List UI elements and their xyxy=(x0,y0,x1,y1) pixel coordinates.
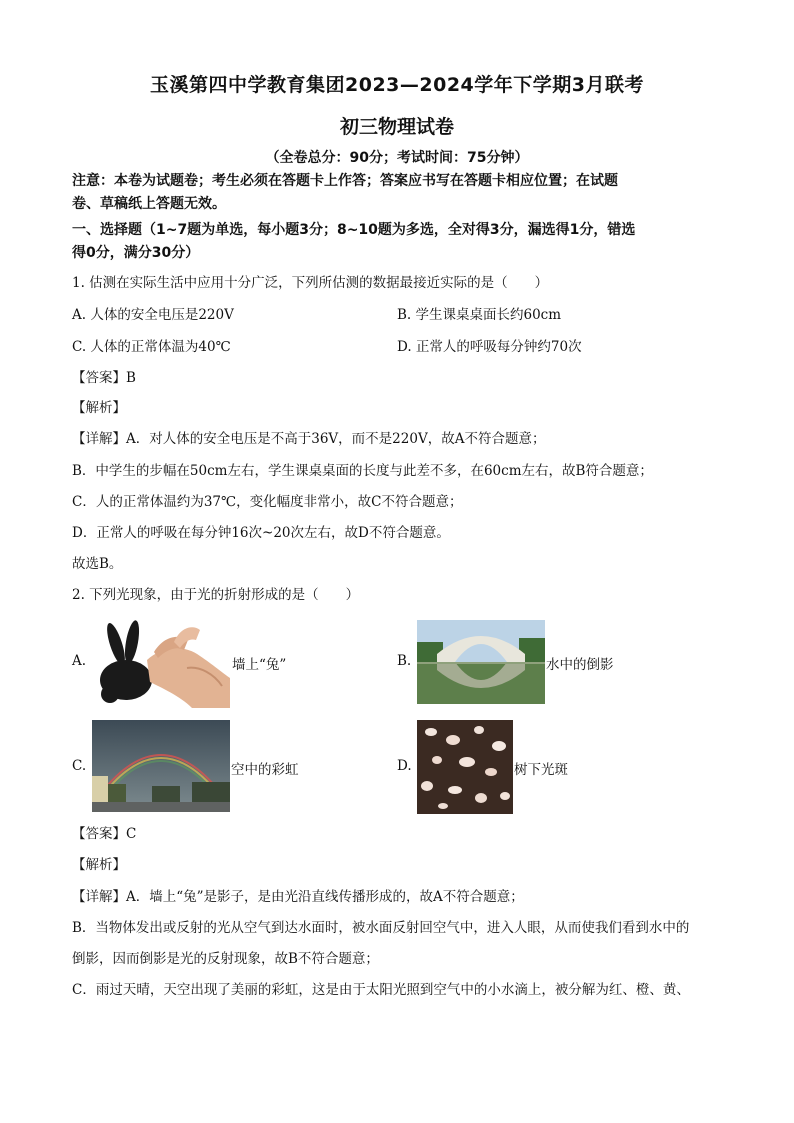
q1-analysis: 【解析】 xyxy=(72,400,126,416)
section-1-heading: 一、选择题（1~7题为单选，每小题3分；8~10题为多选，全对得3分，漏选得1分，错选 xyxy=(72,222,636,238)
q1-detail-line: 故选B。 xyxy=(72,556,123,572)
notice-line-2: 卷、草稿纸上答题无效。 xyxy=(72,196,226,212)
q2-option-d-caption: 树下光斑 xyxy=(514,762,568,778)
q2-detail-line: 【详解】A．墙上“兔”是影子，是由光沿直线传播形成的，故A不符合题意； xyxy=(72,889,524,905)
q1-option-b: B. 学生课桌桌面长约60cm xyxy=(397,307,562,323)
section-1-heading-cont: 得0分，满分30分） xyxy=(72,245,200,261)
q2-option-b-letter: B. xyxy=(397,653,412,669)
q2-answer: 【答案】C xyxy=(72,826,137,842)
notice-line-1: 注意：本卷为试题卷；考生必须在答题卡上作答；答案应书写在答题卡相应位置；在试题 xyxy=(72,173,618,189)
q1-stem: 1. 估测在实际生活中应用十分广泛，下列所估测的数据最接近实际的是（ ） xyxy=(72,275,549,291)
q2-analysis: 【解析】 xyxy=(72,857,126,873)
q2-option-a-letter: A. xyxy=(72,653,87,669)
q2-stem: 2. 下列光现象，由于光的折射形成的是（ ） xyxy=(72,587,360,603)
q2-option-c-caption: 空中的彩虹 xyxy=(231,762,299,778)
light-spots-image xyxy=(417,720,513,814)
q1-answer: 【答案】B xyxy=(72,370,136,386)
exam-info: （全卷总分：90分；考试时间：75分钟） xyxy=(265,150,529,166)
q2-option-a-caption: 墙上“兔” xyxy=(232,657,287,673)
q2-option-c-letter: C. xyxy=(72,758,87,774)
exam-subtitle: 初三物理试卷 xyxy=(339,116,454,138)
q1-option-a: A. 人体的安全电压是220V xyxy=(72,307,234,323)
q2-option-b-caption: 水中的倒影 xyxy=(546,657,614,673)
q1-detail-line: B．中学生的步幅在50cm左右，学生课桌桌面的长度与此差不多，在60cm左右，故B符合题意； xyxy=(72,463,653,479)
q1-option-c: C. 人体的正常体温为40℃ xyxy=(72,339,231,355)
q1-detail-line: C．人的正常体温约为37℃，变化幅度非常小，故C不符合题意； xyxy=(72,494,463,510)
rainbow-image xyxy=(92,720,230,812)
exam-title: 玉溪第四中学教育集团2023—2024学年下学期3月联考 xyxy=(150,74,644,96)
q2-detail-line: 倒影，因而倒影是光的反射现象，故B不符合题意； xyxy=(72,951,379,967)
q1-detail-line: 【详解】A．对人体的安全电压是不高于36V，而不是220V，故A不符合题意； xyxy=(72,431,546,447)
hand-shadow-rabbit-image xyxy=(92,616,230,708)
bridge-reflection-image xyxy=(417,620,545,704)
q1-detail-line: D．正常人的呼吸在每分钟16次~20次左右，故D不符合题意。 xyxy=(72,525,450,541)
q2-detail-line: C．雨过天晴，天空出现了美丽的彩虹，这是由于太阳光照到空气中的小水滴上，被分解为红、橙、黄、 xyxy=(72,982,690,998)
q2-option-d-letter: D. xyxy=(397,758,412,774)
q2-detail-line: B．当物体发出或反射的光从空气到达水面时，被水面反射回空气中，进入人眼，从而使我们看到水中的 xyxy=(72,920,690,936)
q1-option-d: D. 正常人的呼吸每分钟约70次 xyxy=(397,339,582,355)
